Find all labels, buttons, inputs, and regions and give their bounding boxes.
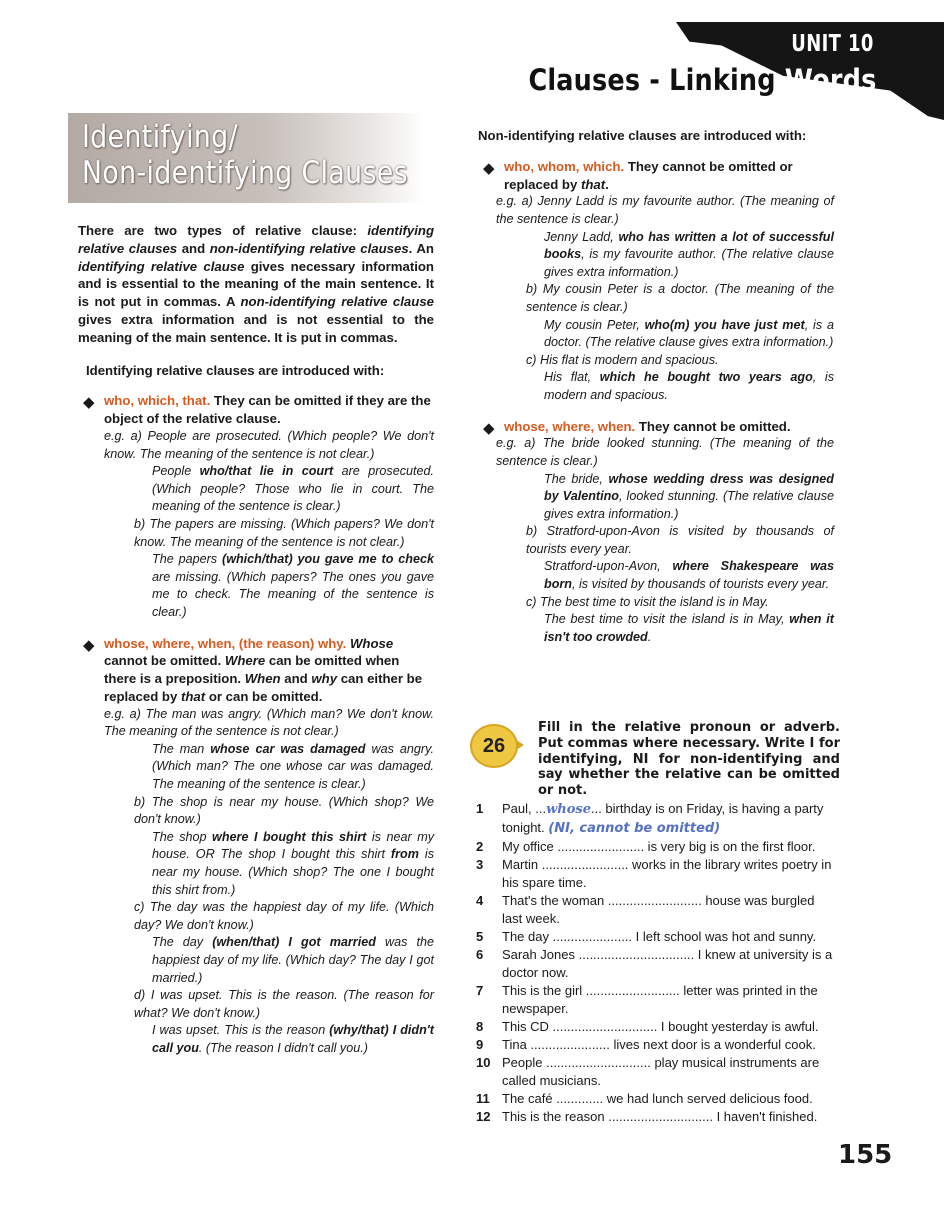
text-run: is near my house. (Which shop? The one I bought this shirt from.) [152, 847, 434, 897]
emphasis-text: where Shakespeare was born [544, 559, 834, 592]
text-run: There are two types of relative clause: [78, 223, 368, 238]
exercise-sentence: Tina ...................... lives next door is a wonderful cook. [502, 1037, 816, 1052]
text-run: why [311, 671, 338, 687]
right-column [478, 127, 834, 646]
text-run: Where [224, 653, 266, 669]
text-run: b) Stratford-upon-Avon is visited by thousands of tourists every year. [526, 524, 834, 556]
text-run: c) His flat is modern and spacious. [526, 352, 719, 367]
exercise-item-text [502, 1090, 838, 1108]
intro-paragraph [78, 222, 434, 347]
emphasis-text: who(m) you have just met [644, 317, 805, 332]
exercise-sentence: Sarah Jones ................................ I knew at university is a doctor now. [502, 947, 833, 980]
exercise-instruction: Fill in the relative pronoun or adverb. Put commas where necessary. Write I for identifying, NI for non-identifying and say whether the relative can be omitted or not. [538, 720, 840, 799]
example-line [496, 435, 834, 470]
exercise-item [476, 892, 838, 928]
emphasis-text: from [390, 847, 419, 862]
text-run: are missing. (Which papers? The ones you gave me to check. The meaning of the sentence is clear.) [152, 569, 434, 619]
text-run: . An [408, 240, 434, 256]
bullet-keywords: whose, where, when. [504, 418, 636, 434]
text-run: They cannot be omitted. [635, 418, 791, 434]
bullet-keywords: who, whom, which. [504, 158, 625, 174]
text-run: was the happiest day of my life. (Which day? The day I got married.) [152, 935, 434, 985]
exercise-item [476, 1108, 838, 1126]
emphasis-text: who/that lie in court [199, 464, 334, 479]
example-line [496, 611, 834, 646]
example-line [104, 987, 434, 1022]
chapter-title [528, 63, 876, 97]
text-run: and [177, 240, 210, 256]
example-line [496, 281, 834, 316]
text-run: , is my favourite author. (The relative clause gives extra information.) [544, 247, 834, 279]
example-line [496, 229, 834, 282]
text-run: They cannot be omitted or replaced by [504, 158, 793, 192]
text-run: Whose [349, 635, 394, 651]
identifying-examples-1 [78, 428, 434, 622]
text-run: The bride, [544, 471, 609, 486]
text-run: was angry. (Which man? The one whose car was damaged. The meaning of the sentence is clear.) [152, 741, 434, 792]
example-line [496, 558, 834, 593]
section-banner [68, 113, 424, 203]
text-run: My cousin Peter, [544, 317, 645, 332]
example-line [104, 428, 434, 463]
text-run: are prosecuted. (Which people? Those who lie in court. The meaning of the sentence is clear.) [152, 464, 434, 514]
left-column [78, 222, 434, 1058]
diamond-bullet-icon: ◆ [483, 159, 495, 177]
diamond-bullet-icon: ◆ [483, 419, 495, 437]
exercise-item-text [502, 1018, 838, 1036]
text-run: , is visited by thousands of tourists every year. [571, 577, 830, 592]
text-run: . (The reason I didn't call you.) [198, 1040, 368, 1055]
exercise-item [476, 838, 838, 856]
emphasis-text: where I bought this shirt [212, 829, 367, 844]
text-run: is near my house. OR The shop I bought this shirt [152, 829, 434, 862]
exercise-sentence: ... birthday is on Friday, is having a party tonight. [502, 801, 824, 835]
text-run: , is a doctor. (The relative clause gives extra information.) [544, 317, 834, 350]
example-line [496, 471, 834, 524]
banner-title-line1: Identifying/ [82, 119, 239, 155]
exercise-sentence: People ............................. play musical instruments are called musicians. [502, 1055, 820, 1088]
example-line [104, 706, 434, 741]
emphasis-text: whose car was damaged [210, 741, 366, 756]
text-run: can either be replaced by [104, 671, 423, 704]
unit-label: UNIT 10 [791, 31, 874, 57]
identifying-heading: Identifying relative clauses are introduced with: [86, 362, 385, 378]
emphasis-text: which he bought two years ago [599, 370, 813, 385]
exercise-item-number: 8 [476, 1019, 484, 1034]
text-run: gives necessary information and is essential to the meaning of the main sentence. It is not put in commas. A [78, 258, 434, 310]
text-run: non-identifying relative clause [240, 294, 434, 310]
text-run: or can be omitted. [205, 688, 323, 704]
text-run: The man [152, 741, 211, 756]
text-run: e.g. a) Jenny Ladd is my favourite author. (The meaning of the sentence is clear.) [496, 194, 834, 226]
exercise-item [476, 800, 838, 838]
handwritten-answer: whose [546, 802, 591, 817]
example-line [496, 352, 834, 370]
exercise-item-number: 1 [476, 801, 484, 816]
example-line [104, 463, 434, 516]
text-run: The papers [152, 552, 222, 567]
diamond-bullet-icon: ◆ [83, 636, 95, 654]
example-line [496, 193, 834, 228]
text-run: The shop [152, 829, 213, 844]
exercise-list [476, 800, 838, 1126]
example-line [104, 741, 434, 794]
text-run: that [580, 176, 606, 192]
text-run: Stratford-upon-Avon, [544, 559, 673, 574]
exercise-item-number: 12 [476, 1109, 491, 1124]
bullet-keywords: who, which, that. [104, 393, 211, 409]
example-line [104, 516, 434, 551]
diamond-bullet-icon: ◆ [83, 394, 95, 412]
exercise-sentence: That's the woman .......................... house was burgled last week. [502, 893, 815, 926]
chapter-title-main: Clauses - Linking [528, 63, 785, 97]
exercise-item-number: 7 [476, 983, 484, 998]
exercise-sentence: This CD ............................. I bought yesterday is awful. [502, 1019, 819, 1034]
text-run: d) I was upset. This is the reason. (The reason for what? We don't know.) [134, 988, 434, 1020]
text-run: The best time to visit the island is in May, [544, 612, 790, 627]
text-run: e.g. a) The man was angry. (Which man? We don't know. The meaning of the sentence is not clear.) [104, 706, 434, 739]
exercise-item [476, 1018, 838, 1036]
example-line [104, 934, 434, 987]
exercise-item-text [502, 1054, 838, 1090]
exercise-item-number: 10 [476, 1055, 491, 1070]
exercise-item-number: 6 [476, 947, 484, 962]
example-line [104, 551, 434, 621]
text-run: e.g. a) The bride looked stunning. (The meaning of the sentence is clear.) [496, 436, 834, 468]
handwritten-answer-note: (NI, cannot be omitted) [548, 821, 721, 836]
page-number: 155 [838, 1140, 893, 1170]
text-run: , is modern and spacious. [544, 370, 834, 402]
non-identifying-heading: Non-identifying relative clauses are introduced with: [478, 128, 807, 143]
text-run: His flat, [544, 370, 600, 385]
example-line [496, 317, 834, 352]
exercise-item-number: 2 [476, 839, 484, 854]
exercise-item-text [502, 982, 838, 1018]
exercise-item-number: 5 [476, 929, 484, 944]
text-run: . [605, 176, 609, 192]
text-run: b) My cousin Peter is a doctor. (The meaning of the sentence is clear.) [526, 282, 834, 314]
exercise-sentence: This is the girl .......................... letter was printed in the newspaper. [502, 983, 818, 1016]
exercise-item-text [502, 800, 838, 838]
emphasis-text: (why/that) I didn't call you [152, 1023, 434, 1055]
exercise-item-number: 9 [476, 1037, 484, 1052]
example-line [104, 899, 434, 934]
text-run: non-identifying relative clauses [209, 240, 409, 256]
exercise-item-text [502, 892, 838, 928]
example-line [104, 829, 434, 899]
text-run: identifying relative clauses [78, 223, 434, 256]
identifying-bullet-whose-where-when-why [78, 635, 434, 706]
text-run: People [152, 464, 200, 479]
text-run: that [180, 688, 206, 704]
text-run: c) The day was the happiest day of my life. (Which day? We don't know.) [134, 900, 434, 932]
exercise-item-text [502, 1108, 838, 1126]
text-run: I was upset. This is the reason [152, 1023, 330, 1038]
exercise-item-text [502, 856, 838, 892]
exercise-sentence: Martin ........................ works in the library writes poetry in his spare time. [502, 857, 832, 890]
exercise-sentence: The café ............. we had lunch served delicious food. [502, 1091, 813, 1106]
bullet-text: They can be omitted if they are the object of the relative clause. [104, 393, 431, 427]
text-run: e.g. a) People are prosecuted. (Which people? We don't know. The meaning of the sentence is not clear.) [104, 428, 434, 461]
exercise-item [476, 1090, 838, 1108]
chapter-title-overlap: Words [784, 63, 876, 97]
example-line [104, 794, 434, 829]
exercise-item [476, 1036, 838, 1054]
example-line [496, 594, 834, 612]
text-run: When [244, 671, 281, 687]
exercise-item [476, 946, 838, 982]
exercise-item-text [502, 928, 838, 946]
exercise-item [476, 928, 838, 946]
text-run: b) The papers are missing. (Which papers? We don't know. The meaning of the sentence is not clear.) [134, 516, 434, 549]
text-run: c) The best time to visit the island is in May. [526, 594, 769, 609]
exercise-sentence: The day ...................... I left school was hot and sunny. [502, 929, 817, 944]
exercise-item [476, 856, 838, 892]
bullet-text [635, 419, 790, 434]
text-run: , looked stunning. (The relative clause gives extra information.) [544, 489, 834, 521]
text-run: can be omitted when there is a preposition. [104, 653, 400, 687]
emphasis-text: (when/that) I got married [212, 935, 376, 950]
text-run: gives extra information and is not essential to the meaning of the main sentence. It is put in commas. [78, 311, 434, 345]
emphasis-text: whose wedding dress was designed by Valentino [544, 471, 834, 504]
non-identifying-bullet-who-whom-which [478, 158, 834, 194]
non-identifying-examples-2 [478, 435, 834, 646]
bullet-keywords: whose, where, when, (the reason) why. [104, 635, 347, 651]
non-identifying-bullet-whose-where-when [478, 418, 834, 436]
text-run: cannot be omitted. [104, 653, 225, 669]
example-line [496, 523, 834, 558]
emphasis-text: (which/that) you gave me to check [222, 552, 434, 567]
text-run: b) The shop is near my house. (Which shop? We don't know.) [134, 794, 434, 827]
text-run: identifying relative clause [78, 258, 245, 274]
exercise-number-badge: 26 [470, 724, 518, 768]
text-run: The day [152, 935, 213, 950]
emphasis-text: when it isn't too crowded [544, 612, 834, 644]
exercise-item [476, 982, 838, 1018]
exercise-sentence: My office ........................ is very big is on the first floor. [502, 839, 816, 854]
emphasis-text: who has written a lot of successful books [544, 229, 834, 262]
exercise-item-text [502, 946, 838, 982]
text-run: . [647, 629, 652, 644]
exercise-item-number: 3 [476, 857, 484, 872]
exercise-item-number: 4 [476, 893, 484, 908]
example-line [496, 369, 834, 404]
exercise-sentence: This is the reason ............................. I haven't finished. [502, 1109, 818, 1124]
exercise-item-number: 11 [476, 1091, 490, 1106]
identifying-bullet-who-which-that [78, 392, 434, 428]
exercise-item-text [502, 1036, 838, 1054]
non-identifying-examples-1 [478, 193, 834, 404]
identifying-examples-2 [78, 706, 434, 1058]
example-line [104, 1022, 434, 1057]
text-run: and [280, 671, 312, 687]
exercise-sentence: Paul, ... [502, 801, 547, 816]
banner-title-line2: Non-identifying Clauses [82, 155, 408, 191]
exercise-item [476, 1054, 838, 1090]
text-run: Jenny Ladd, [544, 229, 619, 244]
exercise-item-text [502, 838, 838, 856]
